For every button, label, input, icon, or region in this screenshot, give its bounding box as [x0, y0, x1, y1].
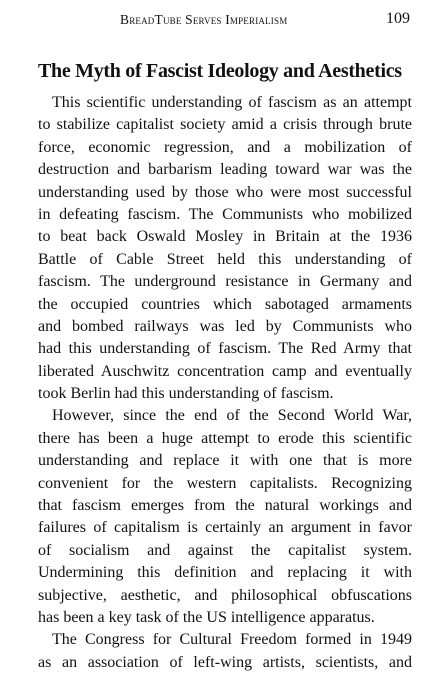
- text-line: to beat back Oswald Mosley in Britain at the 1936: [38, 228, 412, 246]
- text-line: that fascism emerges from the natural workings and: [38, 497, 412, 515]
- text-line: The Congress for Cultural Freedom formed in 1949: [52, 631, 412, 649]
- text-line: subjective, aesthetic, and philosophical obfuscations: [38, 586, 412, 604]
- text-line: as an association of left-wing artists, scientists, and: [38, 653, 412, 671]
- paragraph-3: [38, 629, 412, 674]
- text-line: Undermining this definition and replacing it with: [38, 564, 412, 582]
- text-line: However, since the end of the Second World War,: [52, 407, 412, 425]
- text-line: destruction and barbarism leading toward war was the: [38, 161, 412, 179]
- text-line: understanding used by those who were most successful: [38, 183, 412, 201]
- text-line: to stabilize capitalist society amid a crisis through brute: [38, 116, 412, 134]
- text-line: had this understanding of fascism. The Red Army that: [38, 340, 412, 358]
- running-header: [0, 10, 432, 32]
- text-line: there has been a huge attempt to erode this scientific: [38, 429, 412, 447]
- text-line: fascism. The underground resistance in Germany and: [38, 273, 412, 291]
- text-line: has been a key task of the US intelligence apparatus.: [38, 608, 375, 626]
- paragraph-1: [38, 92, 412, 405]
- text-line: Battle of Cable Street held this understanding of: [38, 250, 412, 268]
- text-line: liberated Auschwitz concentration camp and eventually: [38, 362, 412, 380]
- body-text: [38, 92, 412, 674]
- text-line: force, economic regression, and a mobilization of: [38, 138, 412, 156]
- text-line: This scientific understanding of fascism as an attempt: [52, 94, 412, 111]
- paragraph-2: [38, 405, 412, 629]
- text-line: understanding and replace it with one that is more: [38, 452, 412, 470]
- text-line: convenient for the western capitalists. Recognizing: [38, 474, 412, 492]
- text-line: and bombed railways was led by Communists who: [38, 317, 412, 335]
- text-line: failures of capitalism is certainly an argument in favor: [38, 519, 412, 537]
- section-heading: The Myth of Fascist Ideology and Aesthetics: [38, 60, 402, 82]
- text-line: the occupied countries which sabotaged armaments: [38, 295, 412, 313]
- page-number: 109: [386, 10, 410, 27]
- running-title: BreadTube Serves Imperialism: [120, 12, 288, 27]
- text-line: of socialism and against the capitalist system.: [38, 541, 412, 559]
- text-line: in defeating fascism. The Communists who mobilized: [38, 205, 412, 223]
- text-line: took Berlin had this understanding of fascism.: [38, 385, 334, 403]
